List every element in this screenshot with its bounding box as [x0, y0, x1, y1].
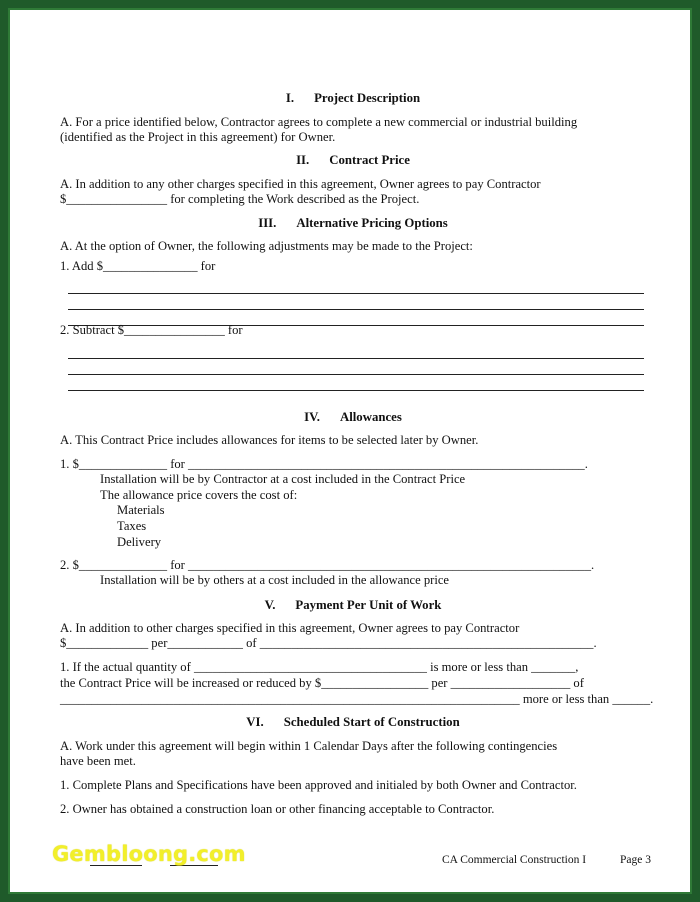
paragraph-line: A. At the option of Owner, the following adjustments may be made to the Project: — [60, 239, 473, 253]
paragraph-line: A. Work under this agreement will begin within 1 Calendar Days after the following contingencies — [60, 739, 558, 753]
paragraph-line: 1. If the actual quantity of _____________________________________ is more or less than _______, — [60, 660, 579, 674]
blank-line — [68, 374, 644, 375]
paragraph-line: 1. $______________ for _______________________________________________________________. — [60, 457, 588, 471]
footer-document-title: CA Commercial Construction I — [442, 854, 587, 866]
section-title: Allowances — [339, 410, 402, 424]
footer-page-number: Page 3 — [620, 854, 651, 866]
paragraph-line: Installation will be by others at a cost included in the allowance price — [100, 573, 450, 587]
section-heading-4 — [60, 410, 646, 425]
paragraph-line: have been met. — [60, 754, 136, 768]
paragraph-line: $_____________ per____________ of _____________________________________________________. — [60, 636, 597, 650]
section-number: I. — [285, 91, 295, 105]
list-item: Taxes — [117, 519, 147, 533]
paragraph-line: A. In addition to any other charges specified in this agreement, Owner agrees to pay Contractor — [60, 177, 541, 191]
section-heading-6 — [60, 715, 646, 730]
paragraph-line: _________________________________________________________________________ more or less than ______. — [60, 692, 654, 706]
watermark-logo: Gembloong.com — [52, 842, 246, 866]
section-title: Payment Per Unit of Work — [295, 598, 442, 612]
blank-line — [68, 309, 644, 310]
section-heading-1 — [60, 91, 646, 106]
section-number: II. — [296, 153, 310, 167]
paragraph-line: $________________ for completing the Work described as the Project. — [60, 192, 420, 206]
section-heading-5 — [60, 598, 646, 613]
paragraph-line: 1. Add $_______________ for — [60, 259, 216, 273]
paragraph-line: A. For a price identified below, Contractor agrees to complete a new commercial or industrial building — [60, 115, 578, 129]
section-number: VI. — [246, 715, 264, 729]
paragraph-line: Installation will be by Contractor at a cost included in the Contract Price — [100, 472, 466, 486]
paragraph-line: 2. $______________ for ________________________________________________________________. — [60, 558, 595, 572]
blank-line — [68, 358, 644, 359]
blank-line — [68, 293, 644, 294]
section-number: III. — [258, 216, 277, 230]
paragraph-line: A. This Contract Price includes allowances for items to be selected later by Owner. — [60, 433, 479, 447]
list-item: Delivery — [117, 535, 162, 549]
section-number: V. — [264, 598, 276, 612]
paragraph-line: (identified as the Project in this agreement) for Owner. — [60, 130, 336, 144]
document-page — [8, 8, 692, 894]
section-title: Alternative Pricing Options — [296, 216, 448, 230]
section-title: Project Description — [314, 91, 421, 105]
section-heading-2 — [60, 153, 646, 168]
paragraph-line: The allowance price covers the cost of: — [100, 488, 298, 502]
section-heading-3 — [60, 216, 646, 231]
paragraph-line: 2. Owner has obtained a construction loan or other financing acceptable to Contractor. — [60, 802, 495, 816]
section-title: Contract Price — [329, 153, 410, 167]
paragraph-line: 1. Complete Plans and Specifications have been approved and initialed by both Owner and Contractor. — [60, 778, 577, 792]
paragraph-line: the Contract Price will be increased or reduced by $_________________ per ___________________ of — [60, 676, 584, 690]
section-title: Scheduled Start of Construction — [283, 715, 460, 729]
blank-line — [68, 390, 644, 391]
section-number: IV. — [304, 410, 320, 424]
paragraph-line: 2. Subtract $________________ for — [60, 323, 243, 337]
list-item: Materials — [117, 503, 165, 517]
paragraph-line: A. In addition to other charges specified in this agreement, Owner agrees to pay Contractor — [60, 621, 520, 635]
